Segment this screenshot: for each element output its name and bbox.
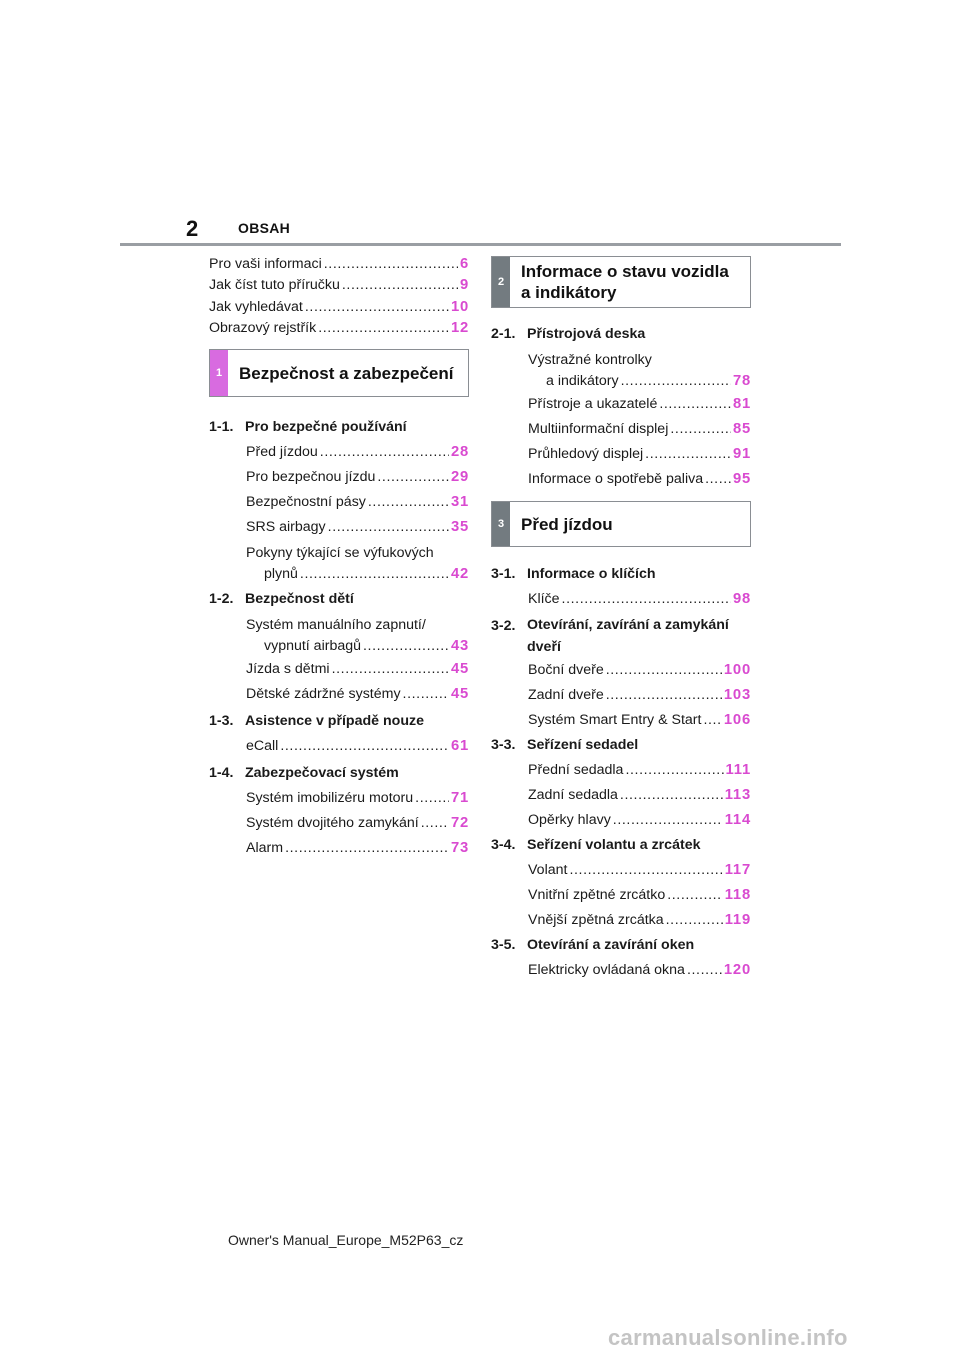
- chapter-tab: 2: [492, 257, 510, 307]
- page-link[interactable]: 98: [732, 591, 751, 607]
- section-entries: [209, 734, 469, 759]
- section-heading: 3-2. Otevírání, zavírání a zamykání dveří: [491, 617, 729, 655]
- section-entries: [209, 786, 469, 861]
- chapter-tab: 1: [210, 350, 228, 396]
- page-link[interactable]: 12: [450, 319, 469, 336]
- toc-entry[interactable]: Pro bezpečnou jízdu ..... 29: [246, 465, 469, 490]
- toc-entry[interactable]: Dětské zádržné systémy ..... 45: [246, 682, 469, 707]
- page-link[interactable]: 45: [450, 686, 469, 703]
- section-heading: 1-2. Bezpečnost dětí: [209, 591, 354, 608]
- section-heading: 1-1. Pro bezpečné používání: [209, 419, 407, 436]
- toc-entry[interactable]: Vnitřní zpětné zrcátko ..... 118: [528, 883, 751, 908]
- section-entries: [491, 587, 751, 612]
- section-heading: 1-3. Asistence v případě nouze: [209, 713, 424, 730]
- toc-entry[interactable]: Zadní dveře ..... 103: [528, 683, 751, 708]
- chapter-title: Před jízdou: [521, 514, 613, 534]
- page-link[interactable]: 119: [724, 912, 751, 928]
- page-link[interactable]: 71: [450, 790, 469, 807]
- page-link[interactable]: 6: [459, 256, 469, 272]
- page-link[interactable]: 120: [723, 962, 751, 978]
- page-link[interactable]: 9: [459, 277, 469, 294]
- toc-entry[interactable]: Jízda s dětmi ..... 45: [246, 657, 469, 682]
- section-heading: 2-1. Přístrojová deska: [491, 326, 646, 342]
- chapter-1-header[interactable]: [209, 349, 469, 397]
- page-link[interactable]: 103: [723, 687, 751, 703]
- section-entries: [491, 350, 751, 492]
- header-rule: [120, 243, 841, 246]
- page-link[interactable]: 29: [450, 469, 469, 486]
- toc-entry[interactable]: Systém imobilizéru motoru ..... 71: [246, 786, 469, 811]
- section-heading: 1-4. Zabezpečovací systém: [209, 765, 399, 782]
- page-link[interactable]: 81: [732, 396, 751, 412]
- header-title: OBSAH: [238, 220, 291, 236]
- page-link[interactable]: 113: [724, 787, 751, 803]
- toc-entry[interactable]: Výstražné kontrolky a indikátory ..... 78: [528, 350, 751, 392]
- page-link[interactable]: 72: [450, 815, 469, 832]
- toc-entry[interactable]: Před jízdou ..... 28: [246, 440, 469, 465]
- chapter-tab: 3: [492, 502, 510, 546]
- page-link[interactable]: 95: [732, 471, 751, 487]
- toc-right-column: [491, 256, 751, 983]
- section-entries: [491, 858, 751, 933]
- toc-entry[interactable]: Bezpečnostní pásy ..... 31: [246, 490, 469, 515]
- entry-title: Jak číst tuto příručku: [209, 277, 340, 294]
- page-link[interactable]: 42: [450, 566, 469, 583]
- toc-left-column: [209, 254, 469, 861]
- toc-entry[interactable]: eCall ..... 61: [246, 734, 469, 759]
- leader-dots: [324, 254, 458, 275]
- page-link[interactable]: 31: [450, 494, 469, 511]
- section-heading: 3-3. Seřízení sedadel: [491, 737, 639, 753]
- section-entries: [491, 958, 751, 983]
- chapter-title: Informace o stavu vozidla a indikátory: [521, 262, 729, 302]
- intro-list: [209, 254, 469, 339]
- page-link[interactable]: 91: [732, 446, 751, 462]
- toc-entry[interactable]: Systém manuálního zapnutí/ vypnutí airbagů ..... 43: [246, 615, 469, 657]
- page-link[interactable]: 10: [450, 298, 469, 315]
- page-link[interactable]: 106: [723, 712, 751, 728]
- leader-dots: [305, 297, 449, 318]
- section-entries: [491, 658, 751, 733]
- toc-entry[interactable]: Multiinformační displej ..... 85: [528, 417, 751, 442]
- page-link[interactable]: 61: [450, 738, 469, 755]
- toc-entry[interactable]: Boční dveře ..... 100: [528, 658, 751, 683]
- section-heading: 3-4. Seřízení volantu a zrcátek: [491, 837, 701, 853]
- leader-dots: [342, 275, 458, 296]
- page-link[interactable]: 35: [450, 519, 469, 536]
- toc-entry[interactable]: Systém dvojitého zamykání ..... 72: [246, 811, 469, 836]
- chapter-title: Bezpečnost a zabezpečení: [239, 363, 454, 383]
- page-link[interactable]: 114: [724, 812, 751, 828]
- toc-entry[interactable]: [209, 254, 469, 275]
- page-link[interactable]: 111: [725, 762, 751, 778]
- toc-entry[interactable]: [209, 275, 469, 296]
- page-link[interactable]: 117: [724, 862, 751, 878]
- page-link[interactable]: 73: [450, 840, 469, 857]
- page-link[interactable]: 28: [450, 444, 469, 461]
- chapter-3-header[interactable]: [491, 501, 751, 547]
- toc-entry[interactable]: Pokyny týkající se výfukových plynů ..... 42: [246, 543, 469, 585]
- entry-title: Obrazový rejstřík: [209, 319, 317, 336]
- page-link[interactable]: 78: [732, 373, 751, 389]
- toc-entry[interactable]: Informace o spotřebě paliva ..... 95: [528, 467, 751, 492]
- toc-entry[interactable]: Volant ..... 117: [528, 858, 751, 883]
- watermark: carmanualsonline.info: [608, 1325, 848, 1350]
- page-link[interactable]: 118: [724, 887, 751, 903]
- page-link[interactable]: 85: [732, 421, 751, 437]
- toc-entry[interactable]: Přední sedadla ..... 111: [528, 758, 751, 783]
- toc-entry[interactable]: Vnější zpětná zrcátka ..... 119: [528, 908, 751, 933]
- page-link[interactable]: 45: [450, 661, 469, 678]
- toc-entry[interactable]: Alarm ..... 73: [246, 836, 469, 861]
- toc-entry[interactable]: [209, 297, 469, 318]
- section-entries: [491, 758, 751, 833]
- section-entries: [209, 440, 469, 585]
- toc-entry[interactable]: Elektricky ovládaná okna ..... 120: [528, 958, 751, 983]
- entry-title: Pro vaši informaci: [209, 256, 322, 272]
- toc-entry[interactable]: Klíče ..... 98: [528, 587, 751, 612]
- section-heading: 3-1. Informace o klíčích: [491, 566, 656, 582]
- toc-entry[interactable]: Průhledový displej ..... 91: [528, 442, 751, 467]
- leader-dots: [318, 318, 449, 339]
- toc-entry[interactable]: Systém Smart Entry & Start ..... 106: [528, 708, 751, 733]
- toc-entry[interactable]: Přístroje a ukazatelé ..... 81: [528, 392, 751, 417]
- toc-entry[interactable]: Zadní sedadla ..... 113: [528, 783, 751, 808]
- page-number: 2: [186, 216, 199, 241]
- section-entries: [209, 615, 469, 707]
- section-heading: 3-5. Otevírání a zavírání oken: [491, 937, 695, 953]
- toc-entry[interactable]: [209, 318, 469, 339]
- footer-manual-id: Owner's Manual_Europe_M52P63_cz: [228, 1232, 464, 1248]
- toc-entry[interactable]: Opěrky hlavy ..... 114: [528, 808, 751, 833]
- entry-title: Jak vyhledávat: [209, 298, 303, 315]
- page-link[interactable]: 43: [450, 638, 469, 655]
- toc-entry[interactable]: SRS airbagy ..... 35: [246, 515, 469, 540]
- page-link[interactable]: 100: [723, 662, 751, 678]
- chapter-2-header[interactable]: [491, 256, 751, 308]
